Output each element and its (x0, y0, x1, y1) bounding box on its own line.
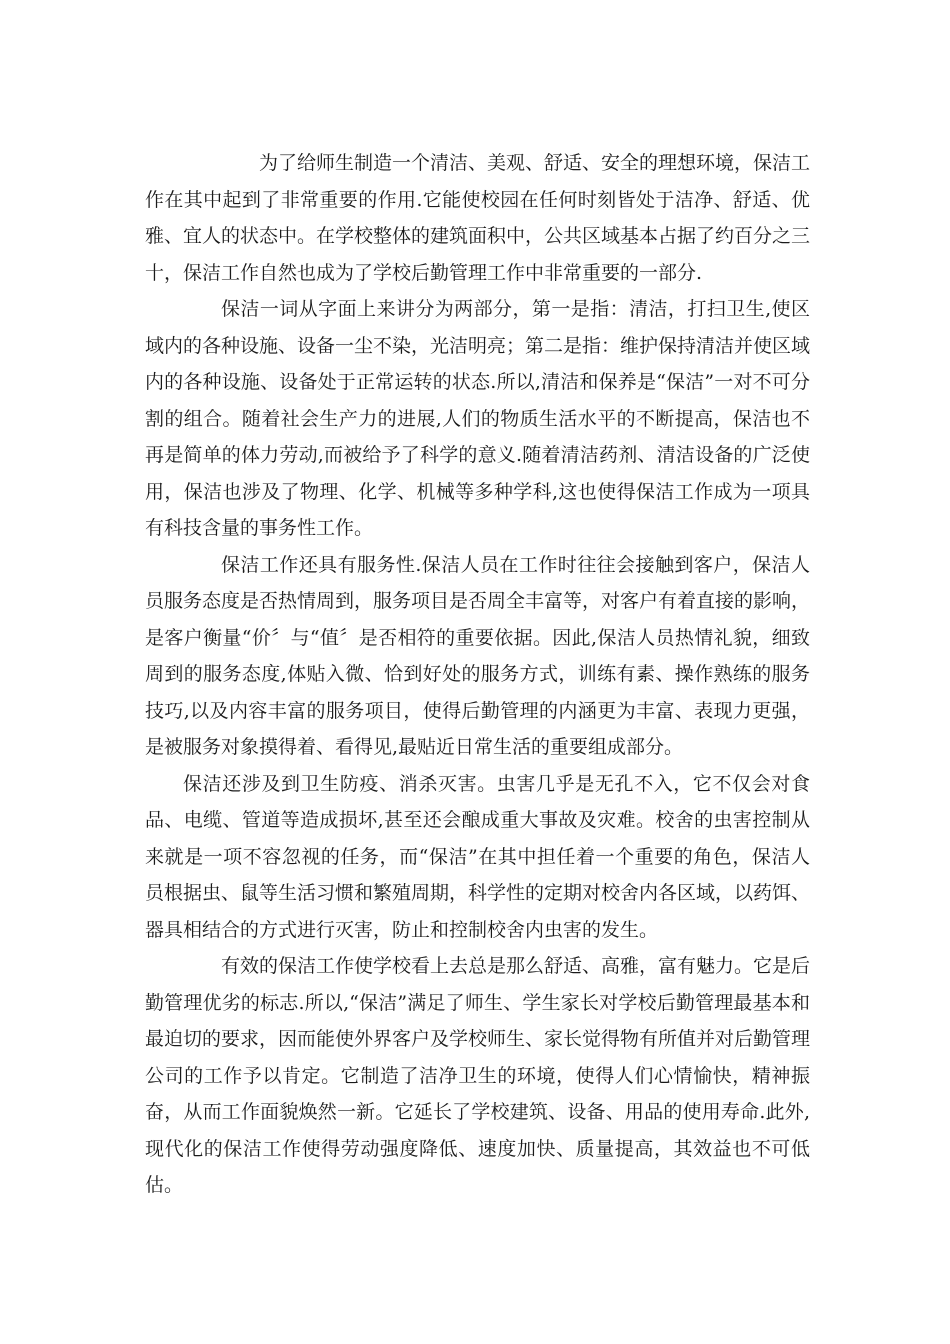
paragraph-3: 保洁工作还具有服务性.保洁人员在工作时往往会接触到客户，保洁人员服务态度是否热情周到，服务项目是否周全丰富等，对客户有着直接的影响，是客户衡量“价〞与“值〞是否相符的重要依据。因此,保洁人员热情礼貌，细致周到的服务态度,体贴入微、恰到好处的服务方式，训练有素、操作熟练的服务技巧,以及内容丰富的服务项目，使得后勤管理的内涵更为丰富、表现力更强，是被服务对象摸得着、看得见,最贴近日常生活的重要组成部分。 (145, 553, 811, 758)
paragraph-5: 有效的保洁工作使学校看上去总是那么舒适、高雅，富有魅力。它是后勤管理优劣的标志.所以,“保洁”满足了师生、学生家长对学校后勤管理最基本和最迫切的要求，因而能使外界客户及学校师生、家长觉得物有所值并对后勤管理公司的工作予以肯定。它制造了洁净卫生的环境，使得人们心情愉快，精神振奋，从而工作面貌焕然一新。它延长了学校建筑、设备、用品的使用寿命.此外,现代化的保洁工作使得劳动强度降低、速度加快、质量提高，其效益也不可低估。 (145, 955, 811, 1196)
paragraph-2: 保洁一词从字面上来讲分为两部分，第一是指：清洁，打扫卫生,使区域内的各种设施、设备一尘不染，光洁明亮；第二是指：维护保持清洁并使区域内的各种设施、设备处于正常运转的状态.所以,清洁和保养是“保洁”一对不可分割的组合。随着社会生产力的进展,人们的物质生活水平的不断提高，保洁也不再是简单的体力劳动,而被给予了科学的意义.随着清洁药剂、清洁设备的广泛使用，保洁也涉及了物理、化学、机械等多种学科,这也使得保洁工作成为一项具有科技含量的事务性工作。 (145, 298, 811, 539)
document-body (145, 145, 810, 1204)
paragraph-1: 为了给师生制造一个清洁、美观、舒适、安全的理想环境，保洁工作在其中起到了非常重要的作用.它能使校园在任何时刻皆处于洁净、舒适、优雅、宜人的状态中。在学校整体的建筑面积中，公共区域基本占据了约百分之三十，保洁工作自然也成为了学校后勤管理工作中非常重要的一部分. (145, 152, 811, 284)
paragraph-4: 保洁还涉及到卫生防疫、消杀灭害。虫害几乎是无孔不入，它不仅会对食品、电缆、管道等造成损坏,甚至还会酿成重大事故及灾难。校舍的虫害控制从来就是一项不容忽视的任务，而“保洁”在其中担任着一个重要的角色，保洁人员根据虫、鼠等生活习惯和繁殖周期，科学性的定期对校舍内各区域，以药饵、器具相结合的方式进行灭害，防止和控制校舍内虫害的发生。 (145, 772, 811, 941)
